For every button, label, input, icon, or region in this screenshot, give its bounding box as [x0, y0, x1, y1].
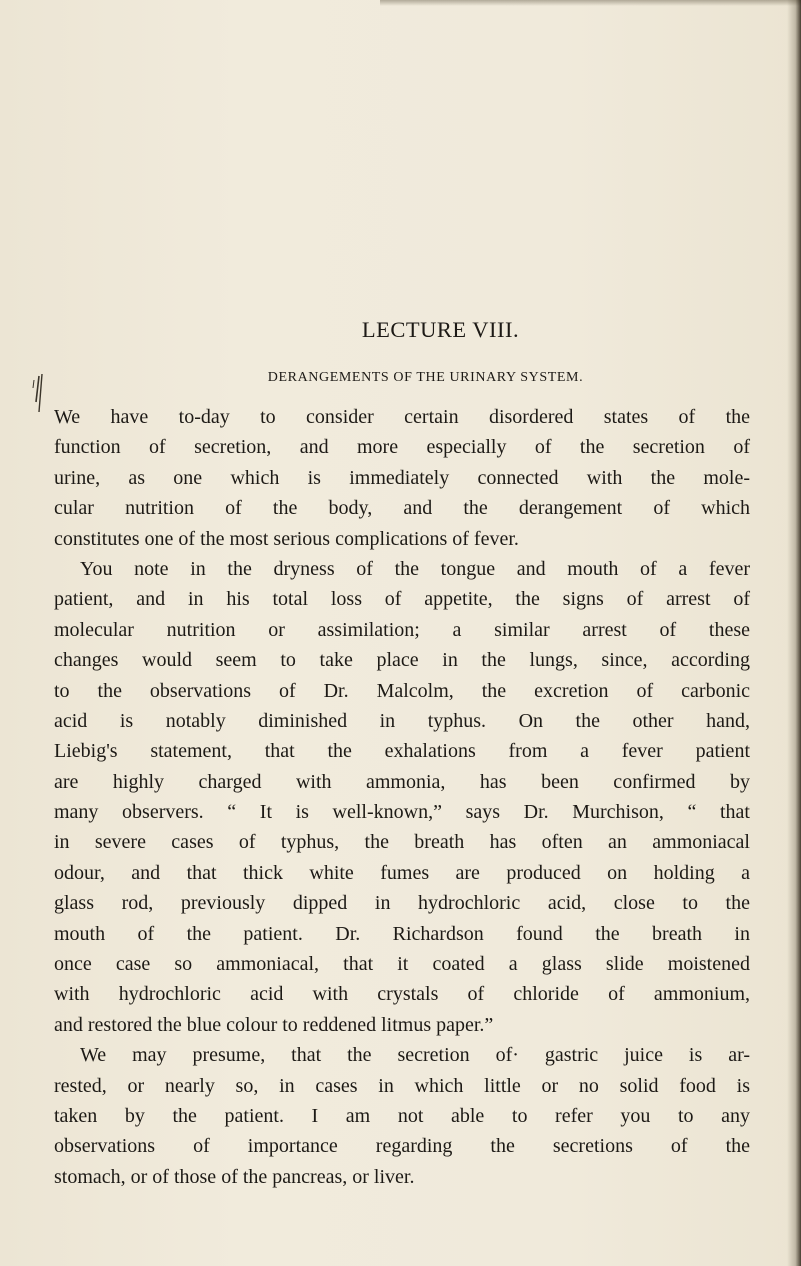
text-line: We have to-day to consider certain disordered states of the — [54, 406, 750, 428]
text-line: constitutes one of the most serious complications of fever. — [54, 527, 519, 550]
page-binding-shadow — [787, 0, 801, 1266]
text-line: Liebig's statement, that the exhalations from a fever patient — [54, 740, 750, 763]
text-line: function of secretion, and more especially of the secretion of — [54, 436, 750, 459]
body-text — [54, 402, 750, 1192]
section-subheading — [0, 370, 801, 386]
text-line: patient, and in his total loss of appetite, the signs of arrest of — [54, 588, 750, 611]
text-line: odour, and that thick white fumes are produced on holding a — [54, 861, 750, 884]
text-line: mouth of the patient. Dr. Richardson found the breath in — [54, 922, 750, 945]
text-line: observations of importance regarding the secretions of the — [54, 1135, 750, 1158]
text-line: glass rod, previously dipped in hydrochloric acid, close to the — [54, 892, 750, 915]
text-line: We may presume, that the secretion of· gastric juice is ar- — [80, 1044, 750, 1067]
text-line: once case so ammoniacal, that it coated a glass slide moistened — [54, 953, 750, 976]
lecture-heading-text: LECTURE VIII. — [361, 317, 520, 342]
page-top-shadow — [380, 0, 801, 6]
text-line: changes would seem to take place in the lungs, since, according — [54, 649, 750, 672]
text-line: molecular nutrition or assimilation; a similar arrest of these — [54, 618, 750, 641]
lecture-heading — [0, 317, 801, 343]
text-line: rested, or nearly so, in cases in which little or no solid food is — [54, 1074, 750, 1097]
text-line: and restored the blue colour to reddened litmus paper.” — [54, 1013, 494, 1036]
text-line: cular nutrition of the body, and the derangement of which — [54, 497, 750, 520]
text-line: with hydrochloric acid with crystals of chloride of ammonium, — [54, 983, 750, 1006]
text-line: to the observations of Dr. Malcolm, the excretion of carbonic — [54, 679, 750, 702]
text-line: taken by the patient. I am not able to refer you to any — [54, 1104, 750, 1127]
text-line: in severe cases of typhus, the breath has often an ammoniacal — [54, 831, 750, 854]
text-line: You note in the dryness of the tongue and mouth of a fever — [80, 557, 750, 580]
text-line: stomach, or of those of the pancreas, or liver. — [54, 1165, 415, 1188]
text-line: acid is notably diminished in typhus. On the other hand, — [54, 709, 750, 732]
section-subheading-text: DERANGEMENTS OF THE URINARY SYSTEM. — [267, 370, 584, 385]
text-line: urine, as one which is immediately connected with the mole- — [54, 466, 750, 489]
text-line: are highly charged with ammonia, has been confirmed by — [54, 770, 750, 793]
text-line: many observers. “ It is well-known,” says Dr. Murchison, “ that — [54, 801, 750, 824]
